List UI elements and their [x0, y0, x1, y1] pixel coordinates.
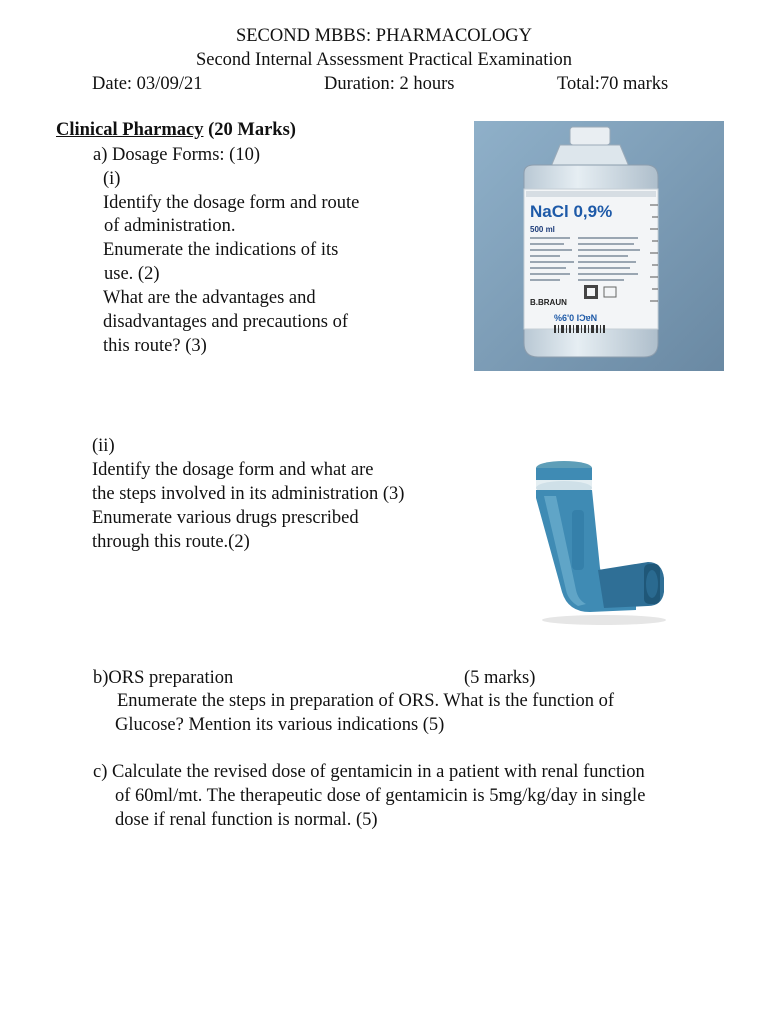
exam-title: SECOND MBBS: PHARMACOLOGY	[235, 26, 533, 46]
exam-subtitle: Second Internal Assessment Practical Examination	[195, 50, 573, 70]
question-a-part2-label: (ii)	[92, 436, 115, 456]
section-heading-title: Clinical Pharmacy	[56, 120, 204, 140]
question-a-part1-label: (i)	[103, 169, 121, 189]
iv-bottle-label-text: NaCl 0,9%	[530, 202, 613, 221]
question-c-line: dose if renal function is normal. (5)	[115, 810, 378, 830]
exam-total: Total:70 marks	[557, 74, 669, 94]
question-c-line: c) Calculate the revised dose of gentamicin in a patient with renal function	[93, 762, 645, 782]
question-a-part2-line: Enumerate various drugs prescribed	[92, 508, 359, 528]
section-heading-marks: (20 Marks)	[203, 120, 296, 140]
question-a-part2-line: through this route.(2)	[92, 532, 250, 552]
question-a-part1-line: disadvantages and precautions of	[103, 312, 349, 332]
question-a-part1-line: Identify the dosage form and route	[103, 193, 360, 213]
question-b-title: b)ORS preparation	[93, 668, 234, 688]
iv-bottle-graphic	[474, 121, 724, 371]
question-a-part1-line: use. (2)	[104, 264, 160, 284]
inhaler-image	[486, 440, 702, 638]
iv-bottle-volume-text: 500 ml	[530, 225, 555, 234]
question-a-part1-line: What are the advantages and	[103, 288, 316, 308]
question-b-line: Glucose? Mention its various indications (5)	[115, 715, 445, 735]
exam-date: Date: 03/09/21	[92, 74, 203, 94]
inhaler-graphic	[486, 440, 702, 638]
question-a-part2-line: Identify the dosage form and what are	[92, 460, 374, 480]
iv-bottle-mirrored-text: %6'0 IƆɐN	[554, 313, 598, 323]
exam-duration: Duration: 2 hours	[324, 74, 455, 94]
iv-bottle-brand-text: B.BRAUN	[530, 298, 567, 307]
question-a-part1-line: this route? (3)	[103, 336, 207, 356]
question-b-line: Enumerate the steps in preparation of ORS. What is the function of	[117, 691, 614, 711]
section-heading	[56, 118, 296, 142]
question-a-part2-line: the steps involved in its administration (3)	[92, 484, 405, 504]
iv-fluid-bottle-image	[474, 121, 724, 371]
question-c-line: of 60ml/mt. The therapeutic dose of gentamicin is 5mg/kg/day in single	[115, 786, 646, 806]
question-a-title: a) Dosage Forms: (10)	[93, 145, 260, 165]
question-a-part1-line: Enumerate the indications of its	[103, 240, 339, 260]
question-a-part1-line: of administration.	[104, 216, 236, 236]
question-b-marks: (5 marks)	[464, 668, 536, 688]
